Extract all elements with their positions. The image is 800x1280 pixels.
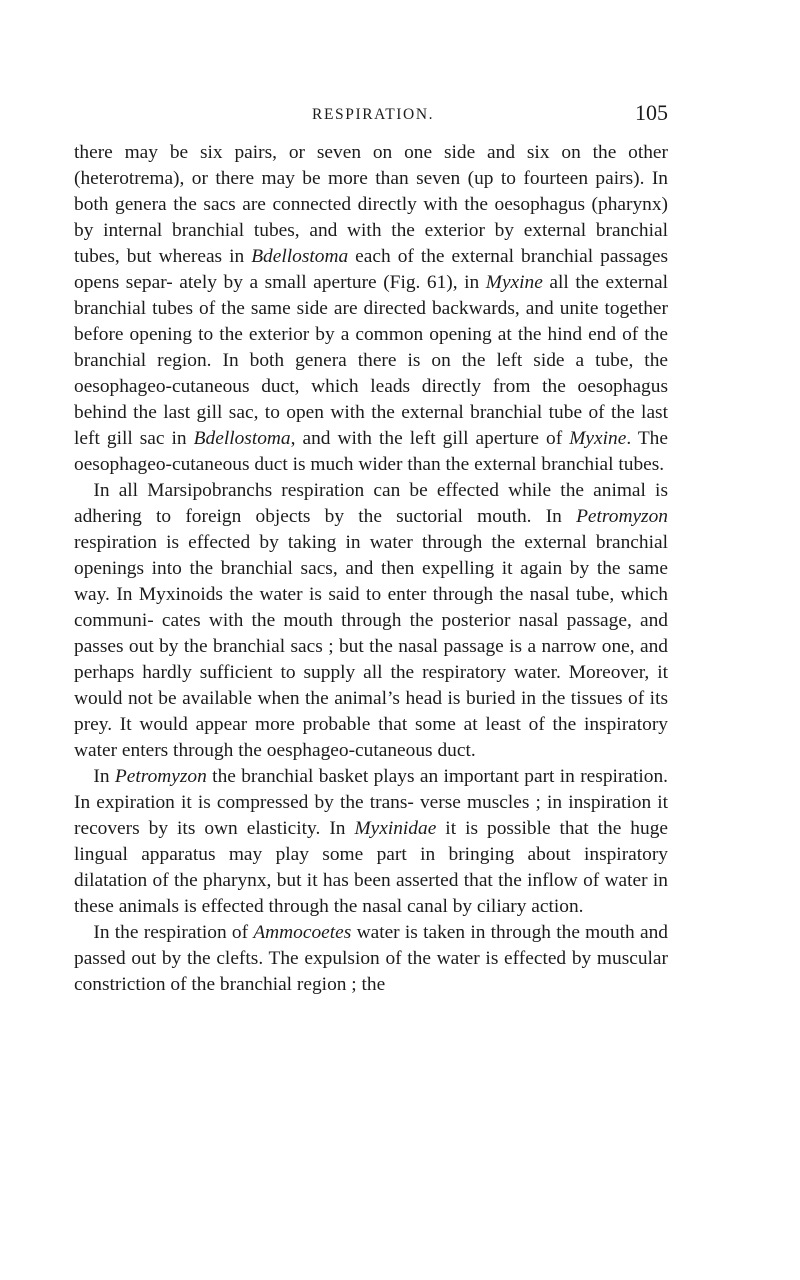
paragraph-p1 <box>74 140 668 478</box>
italic-term: Ammocoetes <box>253 922 352 943</box>
text-run: each of the external branchial passages opens separ- ately by a small aperture (Fig. 61), in <box>74 246 668 293</box>
running-title: RESPIRATION. <box>312 106 435 123</box>
text-run: it is possible that the huge lingual apparatus may play some part in bringing about inspiratory dilatation of the pharynx, but it has been asserted that the inflow of water in these animals is effected through the nasal canal by ciliary action. <box>74 818 668 917</box>
italic-term: Bdellostoma <box>193 428 291 449</box>
text-run: In all Marsipobranchs respiration can be effected while the animal is adhering to foreign objects by the suctorial mouth. In <box>74 480 668 527</box>
running-head <box>74 100 668 130</box>
italic-term: Petromyzon <box>576 506 668 527</box>
text-run: all the external branchial tubes of the same side are directed backwards, and unite together before opening to the exterior by a common opening at the hind end of the branchial region. In both genera there is on the left side a tube, the oesophageo-cutaneous duct, which leads directly from the oesophagus behind the last gill sac, to open with the external branchial tube of the last left gill sac in <box>74 272 668 449</box>
text-run: , and with the left gill aperture of <box>290 428 570 449</box>
text-run: water is taken in through the mouth and passed out by the clefts. The expulsion of the water is effected by muscular constriction of the branchial region ; the <box>74 922 668 995</box>
italic-term: Bdellostoma <box>251 246 349 267</box>
italic-term: Myxine <box>569 428 627 449</box>
page-number: 105 <box>635 100 668 125</box>
italic-term: Myxine <box>485 272 543 293</box>
text-run: respiration is effected by taking in water through the external branchial openings into the branchial sacs, and then expelling it again by the same way. In Myxinoids the water is said to enter through the nasal tube, which communi- cates with the mouth through the posterior nasal passage, and passes out by the branchial sacs ; but the nasal passage is a narrow one, and perhaps hardly sufficient to supply all the respiratory water. Moreover, it would not be available when the animal’s head is buried in the tissues of its prey. It would appear more probable that some at least of the inspiratory water enters through the oesphageo-cutaneous duct. <box>74 532 668 761</box>
text-run: In <box>93 766 115 787</box>
body-text <box>74 140 668 998</box>
paragraph-p3 <box>74 764 668 920</box>
text-run: there may be six pairs, or seven on one side and six on the other (heterotrema), or there may be more than seven (up to fourteen pairs). In both genera the sacs are connected directly with the oesophagus (pharynx) by internal branchial tubes, and with the exterior by external branchial tubes, but whereas in <box>74 142 668 267</box>
text-run: . The oesophageo-cutaneous duct is much wider than the external branchial tubes. <box>74 428 668 475</box>
text-run: In the respiration of <box>93 922 254 943</box>
paragraph-p4 <box>74 920 668 998</box>
italic-term: Petromyzon <box>114 766 207 787</box>
paragraph-p2 <box>74 478 668 764</box>
italic-term: Myxinidae <box>354 818 437 839</box>
text-run: the branchial basket plays an important part in respiration. In expiration it is compressed by the trans- verse muscles ; in inspiration it recovers by its own elasticity. In <box>74 766 668 839</box>
